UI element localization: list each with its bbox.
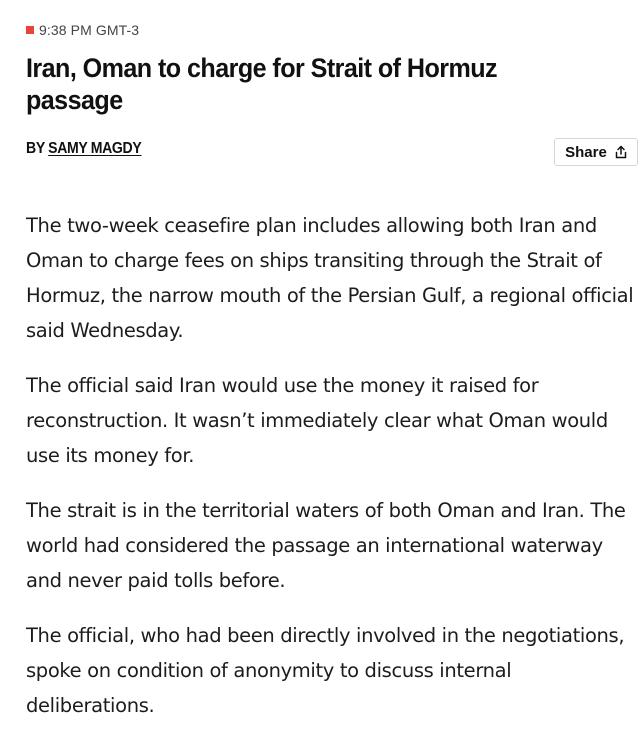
live-indicator-icon bbox=[26, 26, 34, 34]
article-paragraph: The official said Iran would use the money it raised for reconstruction. It wasn’t immediately clear what Oman would use its money for. bbox=[26, 374, 608, 467]
byline bbox=[26, 140, 141, 158]
author-link[interactable]: SAMY MAGDY bbox=[48, 140, 142, 157]
share-label: Share bbox=[565, 143, 607, 161]
headline: Iran, Oman to charge for Strait of Hormuz passage bbox=[26, 53, 498, 115]
share-upload-icon bbox=[615, 145, 627, 159]
article-paragraph: The two-week ceasefire plan includes allowing both Iran and Oman to charge fees on ships transiting through the Strait of Hormuz, the narrow mouth of the Persian Gulf, a regional official said Wednesday. bbox=[26, 214, 634, 342]
article-paragraph: The strait is in the territorial waters of both Oman and Iran. The world had considered the passage an international waterway and never paid tolls before. bbox=[26, 499, 626, 592]
timestamp: 9:38 PM GMT-3 bbox=[39, 22, 140, 38]
article-body bbox=[26, 208, 638, 743]
byline-prefix: BY bbox=[26, 140, 45, 157]
share-button[interactable] bbox=[554, 138, 638, 166]
timestamp-row bbox=[26, 20, 139, 40]
article-paragraph: The official, who had been directly involved in the negotiations, spoke on condition of anonymity to discuss internal deliberations. bbox=[26, 624, 625, 717]
